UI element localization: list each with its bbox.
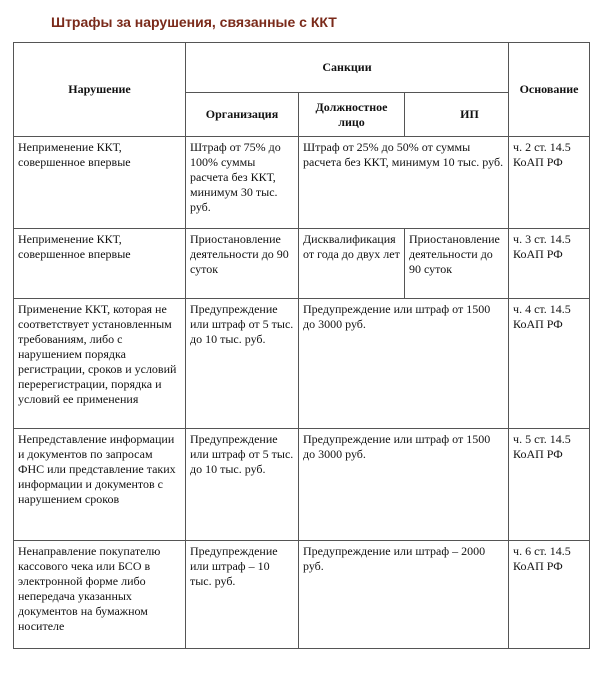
table-row <box>14 299 590 429</box>
cell-violation: Ненаправление покупателю кассового чека или БСО в электронной форме либо непередача указанных документов на бумажном носителе <box>14 541 186 649</box>
cell-organization: Штраф от 75% до 100% суммы расчета без ККТ, минимум 30 тыс. руб. <box>186 137 299 229</box>
table-row <box>14 137 590 229</box>
cell-basis: ч. 6 ст. 14.5 КоАП РФ <box>509 541 590 649</box>
header-organization: Организация <box>186 93 299 137</box>
cell-basis: ч. 4 ст. 14.5 КоАП РФ <box>509 299 590 429</box>
page-title: Штрафы за нарушения, связанные с ККТ <box>51 14 337 30</box>
cell-organization: Предупреждение или штраф от 5 тыс. до 10 тыс. руб. <box>186 429 299 541</box>
penalties-table <box>13 42 590 649</box>
cell-official-ip: Предупреждение или штраф – 2000 руб. <box>299 541 509 649</box>
header-basis: Основание <box>509 43 590 137</box>
cell-basis: ч. 3 ст. 14.5 КоАП РФ <box>509 229 590 299</box>
cell-organization: Предупреждение или штраф – 10 тыс. руб. <box>186 541 299 649</box>
cell-official-ip: Предупреждение или штраф от 1500 до 3000 руб. <box>299 299 509 429</box>
cell-violation: Непредставление информации и документов по запросам ФНС или представление таких информации и документов с нарушением сроков <box>14 429 186 541</box>
header-ip: ИП <box>405 93 509 137</box>
cell-organization: Приостановление деятельности до 90 суток <box>186 229 299 299</box>
cell-basis: ч. 2 ст. 14.5 КоАП РФ <box>509 137 590 229</box>
table-row <box>14 541 590 649</box>
table-row <box>14 229 590 299</box>
cell-violation: Неприменение ККТ, совершенное впервые <box>14 137 186 229</box>
cell-basis: ч. 5 ст. 14.5 КоАП РФ <box>509 429 590 541</box>
header-row <box>14 43 590 93</box>
cell-violation: Применение ККТ, которая не соответствует установленным требованиям, либо с нарушением порядка регистрации, сроков и условий перерегистрации, порядка и условий ее применения <box>14 299 186 429</box>
cell-official: Дисквалификация от года до двух лет <box>299 229 405 299</box>
header-sanctions: Санкции <box>186 43 509 93</box>
header-violation: Нарушение <box>14 43 186 137</box>
cell-organization: Предупреждение или штраф от 5 тыс. до 10 тыс. руб. <box>186 299 299 429</box>
table-row <box>14 429 590 541</box>
header-official: Должностное лицо <box>299 93 405 137</box>
cell-official-ip: Штраф от 25% до 50% от суммы расчета без ККТ, минимум 10 тыс. руб. <box>299 137 509 229</box>
cell-ip: Приостановление деятельности до 90 суток <box>405 229 509 299</box>
cell-violation: Неприменение ККТ, совершенное впервые <box>14 229 186 299</box>
cell-official-ip: Предупреждение или штраф от 1500 до 3000 руб. <box>299 429 509 541</box>
